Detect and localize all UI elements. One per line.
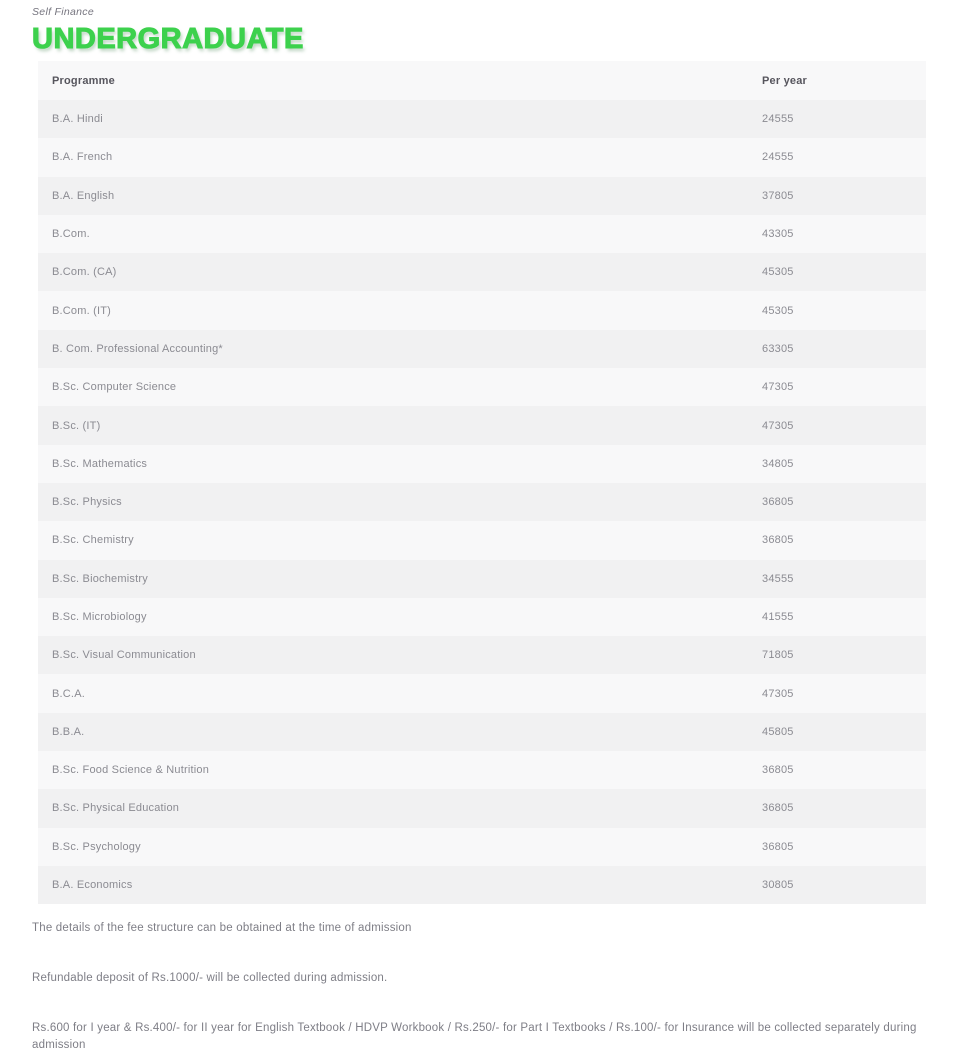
per-year-cell: 47305	[748, 406, 926, 444]
table-row	[38, 521, 926, 559]
programme-cell: B.A. Hindi	[38, 100, 748, 138]
per-year-cell: 47305	[748, 368, 926, 406]
table-row	[38, 713, 926, 751]
per-year-cell: 71805	[748, 636, 926, 674]
table-row	[38, 751, 926, 789]
per-year-cell: 45805	[748, 713, 926, 751]
programme-cell: B.Com.	[38, 215, 748, 253]
per-year-cell: 45305	[748, 291, 926, 329]
per-year-cell: 36805	[748, 521, 926, 559]
table-row	[38, 560, 926, 598]
table-row	[38, 253, 926, 291]
per-year-cell: 41555	[748, 598, 926, 636]
per-year-cell: 37805	[748, 177, 926, 215]
table-row	[38, 406, 926, 444]
table-row	[38, 177, 926, 215]
programme-cell: B.Sc. Visual Communication	[38, 636, 748, 674]
per-year-cell: 45305	[748, 253, 926, 291]
per-year-cell: 34555	[748, 560, 926, 598]
per-year-cell: 34805	[748, 445, 926, 483]
per-year-cell: 63305	[748, 330, 926, 368]
programme-cell: B.Sc. Physical Education	[38, 789, 748, 827]
programme-cell: B.Sc. Chemistry	[38, 521, 748, 559]
programme-cell: B.B.A.	[38, 713, 748, 751]
programme-cell: B.Sc. Food Science & Nutrition	[38, 751, 748, 789]
programme-cell: B.Sc. Microbiology	[38, 598, 748, 636]
per-year-cell: 36805	[748, 483, 926, 521]
category-label: Self Finance	[32, 6, 94, 18]
notes-section	[32, 920, 932, 1051]
per-year-cell: 36805	[748, 789, 926, 827]
programme-cell: B.A. Economics	[38, 866, 748, 904]
table-row	[38, 866, 926, 904]
programme-cell: B. Com. Professional Accounting*	[38, 330, 748, 368]
table-row	[38, 445, 926, 483]
programme-cell: B.Sc. Computer Science	[38, 368, 748, 406]
table-row	[38, 789, 926, 827]
page-title: UNDERGRADUATE	[32, 23, 304, 55]
note-textbooks-insurance: Rs.600 for I year & Rs.400/- for II year for English Textbook / HDVP Workbook / Rs.250/- for Part I Textbooks / Rs.100/- for Insurance will be collected separately during admission	[32, 1022, 917, 1051]
table-row	[38, 483, 926, 521]
table-header-row	[38, 61, 926, 100]
programme-cell: B.C.A.	[38, 674, 748, 712]
table-row	[38, 138, 926, 176]
programme-cell: B.Com. (IT)	[38, 291, 748, 329]
per-year-cell: 24555	[748, 138, 926, 176]
programme-cell: B.Sc. (IT)	[38, 406, 748, 444]
programme-cell: B.A. English	[38, 177, 748, 215]
programme-cell: B.A. French	[38, 138, 748, 176]
column-header-per-year: Per year	[748, 61, 926, 100]
column-header-programme: Programme	[38, 61, 748, 100]
programme-cell: B.Sc. Psychology	[38, 828, 748, 866]
per-year-cell: 47305	[748, 674, 926, 712]
table-row	[38, 368, 926, 406]
programme-cell: B.Sc. Physics	[38, 483, 748, 521]
per-year-cell: 43305	[748, 215, 926, 253]
programme-cell: B.Sc. Biochemistry	[38, 560, 748, 598]
programme-cell: B.Com. (CA)	[38, 253, 748, 291]
table-row	[38, 674, 926, 712]
table-row	[38, 828, 926, 866]
table-row	[38, 215, 926, 253]
table-row	[38, 598, 926, 636]
note-refundable-deposit: Refundable deposit of Rs.1000/- will be collected during admission.	[32, 972, 388, 985]
per-year-cell: 30805	[748, 866, 926, 904]
per-year-cell: 36805	[748, 751, 926, 789]
note-fee-structure: The details of the fee structure can be obtained at the time of admission	[32, 922, 412, 935]
table-row	[38, 100, 926, 138]
per-year-cell: 24555	[748, 100, 926, 138]
programme-cell: B.Sc. Mathematics	[38, 445, 748, 483]
table-row	[38, 330, 926, 368]
table-row	[38, 291, 926, 329]
fees-table	[38, 61, 926, 904]
table-row	[38, 636, 926, 674]
per-year-cell: 36805	[748, 828, 926, 866]
